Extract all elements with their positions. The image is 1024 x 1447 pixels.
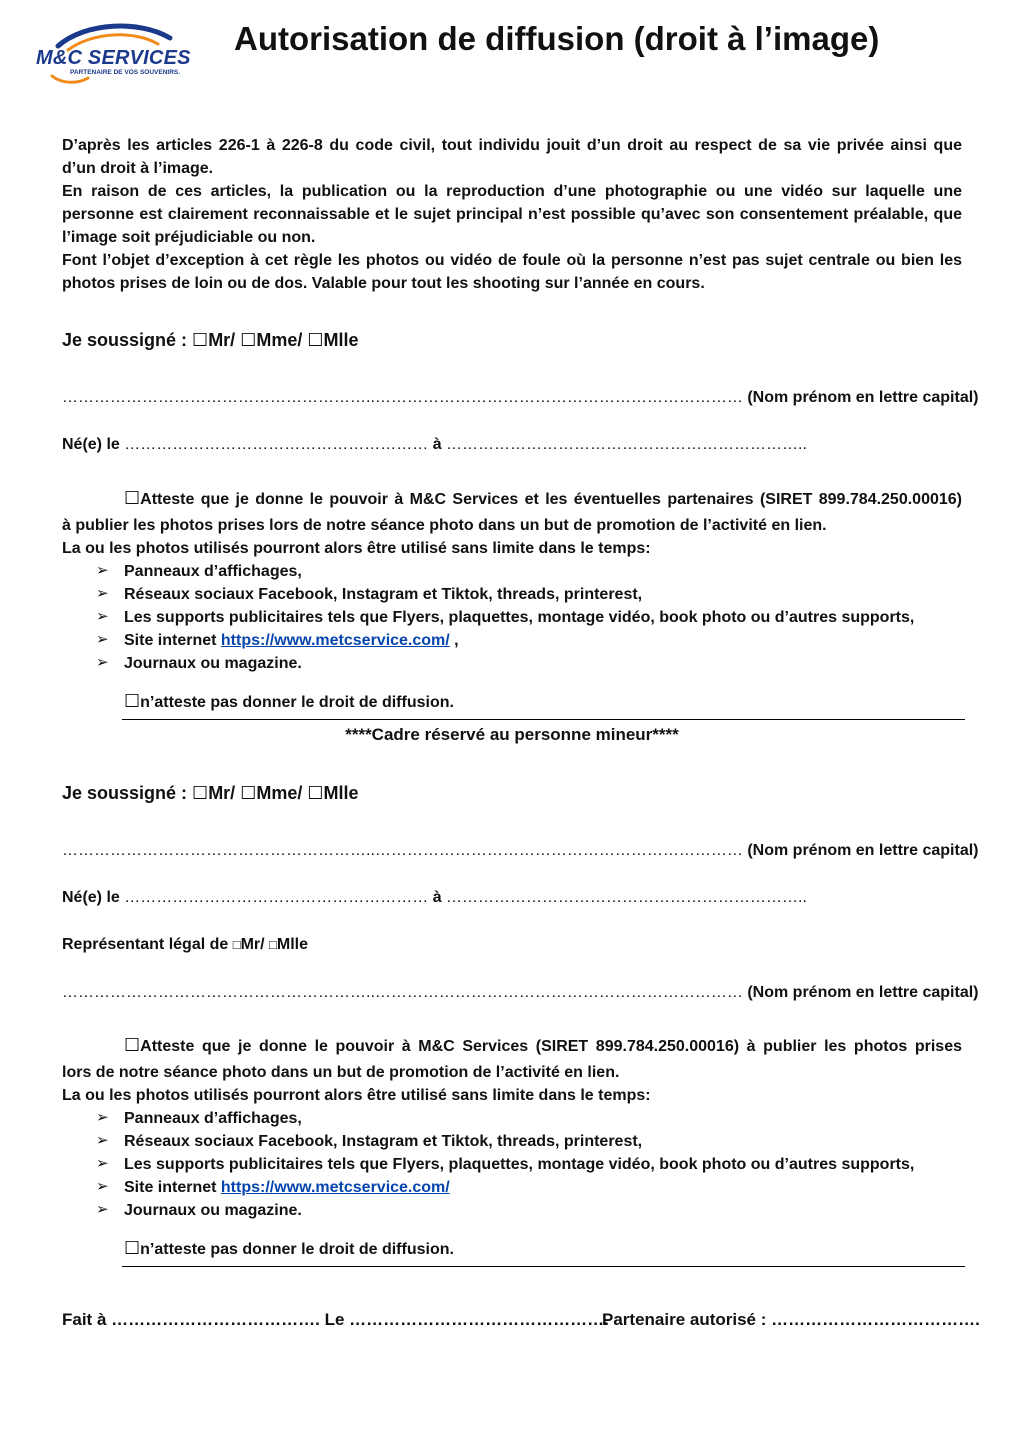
bullet-arrow-icon: ➢ xyxy=(96,1132,109,1149)
adult-usage-item: Journaux ou magazine. xyxy=(124,655,302,672)
name-field[interactable]: …………………………………………………..…………………………………………………………… xyxy=(62,842,743,859)
adult-refuse-text: n’atteste pas donner le droit de diffusion. xyxy=(140,694,454,711)
bullet-arrow-icon: ➢ xyxy=(96,1109,109,1126)
name-hint: (Nom prénom en lettre capital) xyxy=(742,984,979,1001)
mme-label: Mme/ xyxy=(256,783,308,803)
bullet-arrow-icon: ➢ xyxy=(96,585,109,602)
le-label: Le xyxy=(319,1310,350,1329)
birth-label: Né(e) le xyxy=(62,889,125,906)
minor-consent-line-2: lors de notre séance photo dans un but de promotion de l’activité en lien. xyxy=(62,1064,620,1081)
adult-usage-item: Les supports publicitaires tels que Flyers, plaquettes, montage vidéo, book photo ou d’autres supports, xyxy=(124,609,915,626)
bullet-arrow-icon: ➢ xyxy=(96,608,109,625)
adult-birth-row xyxy=(62,433,807,456)
name-field[interactable]: …………………………………………………..…………………………………………………………… xyxy=(62,389,743,406)
birth-place-field[interactable]: ………………………………………………………….. xyxy=(446,436,807,453)
intro-line-3: En raison de ces articles, la publication ou la reproduction d’une photographie ou une vidéo sur laquelle une xyxy=(62,183,962,200)
minor-usage-item: Journaux ou magazine. xyxy=(124,1202,302,1219)
intro-line-2: d’un droit à l’image. xyxy=(62,160,214,177)
mr-checkbox[interactable]: ☐ xyxy=(192,783,209,803)
birth-at-label: à xyxy=(428,889,447,906)
fait-field[interactable]: ………………………………. xyxy=(111,1310,320,1329)
bullet-arrow-icon: ➢ xyxy=(96,1201,109,1218)
mr-label: Mr/ xyxy=(208,330,241,350)
adult-consent-checkbox[interactable]: ☐ xyxy=(124,488,141,508)
rep-mr-label: Mr/ xyxy=(240,936,270,953)
logo-name: M&C SERVICES xyxy=(36,47,191,69)
minor-soussigne-row xyxy=(62,783,359,804)
adult-name-row xyxy=(62,386,978,409)
intro-line-1: D’après les articles 226-1 à 226-8 du code civil, tout individu jouit d’un droit au respect de sa vie privée ainsi que xyxy=(62,137,962,154)
site-label: Site internet xyxy=(124,632,221,649)
representative-label: Représentant légal de xyxy=(62,936,233,953)
intro-line-6: Font l’objet d’exception à cet règle les photos ou vidéo de foule où la personne n’est pas sujet centrale ou bien les xyxy=(62,252,962,269)
partner-row xyxy=(602,1310,980,1330)
mme-label: Mme/ xyxy=(256,330,308,350)
rep-mr-checkbox[interactable]: □ xyxy=(232,937,241,952)
name-hint: (Nom prénom en lettre capital) xyxy=(742,389,979,406)
adult-consent-text: Atteste que je donne le pouvoir à M&C Services et les éventuelles partenaires (SIRET 899.784.250.00016) xyxy=(140,491,962,508)
fait-label: Fait à xyxy=(62,1310,112,1329)
minor-refuse-checkbox[interactable]: ☐ xyxy=(124,1238,141,1258)
mlle-label: Mlle xyxy=(323,330,359,350)
minor-consent-checkbox[interactable]: ☐ xyxy=(124,1035,141,1055)
mme-checkbox[interactable]: ☐ xyxy=(240,783,257,803)
soussigne-label: Je soussigné : xyxy=(62,330,193,350)
adult-refuse-checkbox[interactable]: ☐ xyxy=(124,691,141,711)
site-link[interactable]: https://www.metcservice.com/ xyxy=(220,632,450,649)
bullet-arrow-icon: ➢ xyxy=(96,562,109,579)
bullet-arrow-icon: ➢ xyxy=(96,1155,109,1172)
birth-at-label: à xyxy=(428,436,447,453)
adult-refuse-row xyxy=(124,690,454,714)
adult-soussigne-row xyxy=(62,330,359,351)
minor-consent-text: Atteste que je donne le pouvoir à M&C Services (SIRET 899.784.250.00016) à publier les photos prises xyxy=(140,1038,962,1055)
adult-usage-intro: La ou les photos utilisés pourront alors être utilisé sans limite dans le temps: xyxy=(62,540,651,557)
footer-row xyxy=(62,1310,609,1330)
minor-usage-intro: La ou les photos utilisés pourront alors être utilisé sans limite dans le temps: xyxy=(62,1087,651,1104)
minor-usage-item-site xyxy=(124,1176,450,1199)
name-hint: (Nom prénom en lettre capital) xyxy=(742,842,979,859)
bullet-arrow-icon: ➢ xyxy=(96,631,109,648)
birth-date-field[interactable]: ………………………………………………… xyxy=(124,889,429,906)
minor-representative-row xyxy=(62,933,308,956)
mme-checkbox[interactable]: ☐ xyxy=(240,330,257,350)
page-title: Autorisation de diffusion (droit à l’image) xyxy=(234,20,880,57)
birth-label: Né(e) le xyxy=(62,436,125,453)
logo-slogan: PARTENAIRE DE VOS SOUVENIRS. xyxy=(70,69,181,76)
intro-line-5: l’image soit préjudiciable ou non. xyxy=(62,229,316,246)
company-logo xyxy=(30,20,210,88)
rep-mlle-checkbox[interactable]: □ xyxy=(269,937,277,952)
minor-refuse-row xyxy=(124,1237,454,1261)
mlle-label: Mlle xyxy=(323,783,359,803)
minor-birth-row xyxy=(62,886,807,909)
minor-refuse-text: n’atteste pas donner le droit de diffusion. xyxy=(140,1241,454,1258)
partner-label: Partenaire autorisé : xyxy=(602,1310,772,1329)
birth-place-field[interactable]: ………………………………………………………….. xyxy=(446,889,807,906)
adult-consent-line-1 xyxy=(124,487,962,511)
mlle-checkbox[interactable]: ☐ xyxy=(307,783,324,803)
adult-usage-item: Réseaux sociaux Facebook, Instagram et Tiktok, threads, printerest, xyxy=(124,586,643,603)
soussigne-label: Je soussigné : xyxy=(62,783,193,803)
minor-usage-item: Les supports publicitaires tels que Flyers, plaquettes, montage vidéo, book photo ou d’autres supports, xyxy=(124,1156,915,1173)
le-field[interactable]: ………………………………………. xyxy=(349,1310,609,1329)
mlle-checkbox[interactable]: ☐ xyxy=(307,330,324,350)
partner-field[interactable]: ………………………………. xyxy=(771,1310,980,1329)
site-suffix: , xyxy=(449,632,459,649)
section-divider xyxy=(122,719,965,720)
adult-consent-line-2: à publier les photos prises lors de notre séance photo dans un but de promotion de l’activité en lien. xyxy=(62,517,827,534)
minor-name-row xyxy=(62,839,978,862)
birth-date-field[interactable]: ………………………………………………… xyxy=(124,436,429,453)
minor-consent-line-1 xyxy=(124,1034,962,1058)
intro-line-7: photos prises de loin ou de dos. Valable pour tout les shooting sur l’année en cours. xyxy=(62,275,705,292)
bullet-arrow-icon: ➢ xyxy=(96,654,109,671)
section-divider xyxy=(122,1266,965,1267)
minor-usage-item: Panneaux d’affichages, xyxy=(124,1110,302,1127)
minor-section-header: ****Cadre réservé au personne mineur**** xyxy=(345,725,679,744)
site-label: Site internet xyxy=(124,1179,221,1196)
bullet-arrow-icon: ➢ xyxy=(96,1178,109,1195)
intro-line-4: personne est clairement reconnaissable et le sujet principal n’est possible qu’avec son consentement préalable, que xyxy=(62,206,962,223)
adult-usage-item: Panneaux d’affichages, xyxy=(124,563,302,580)
rep-mlle-label: Mlle xyxy=(276,936,309,953)
mr-checkbox[interactable]: ☐ xyxy=(192,330,209,350)
minor-usage-item: Réseaux sociaux Facebook, Instagram et Tiktok, threads, printerest, xyxy=(124,1133,643,1150)
name-field[interactable]: …………………………………………………..…………………………………………………………… xyxy=(62,984,743,1001)
site-link[interactable]: https://www.metcservice.com/ xyxy=(220,1179,450,1196)
mr-label: Mr/ xyxy=(208,783,241,803)
adult-usage-item-site xyxy=(124,629,459,652)
minor-rep-name-row xyxy=(62,981,978,1004)
